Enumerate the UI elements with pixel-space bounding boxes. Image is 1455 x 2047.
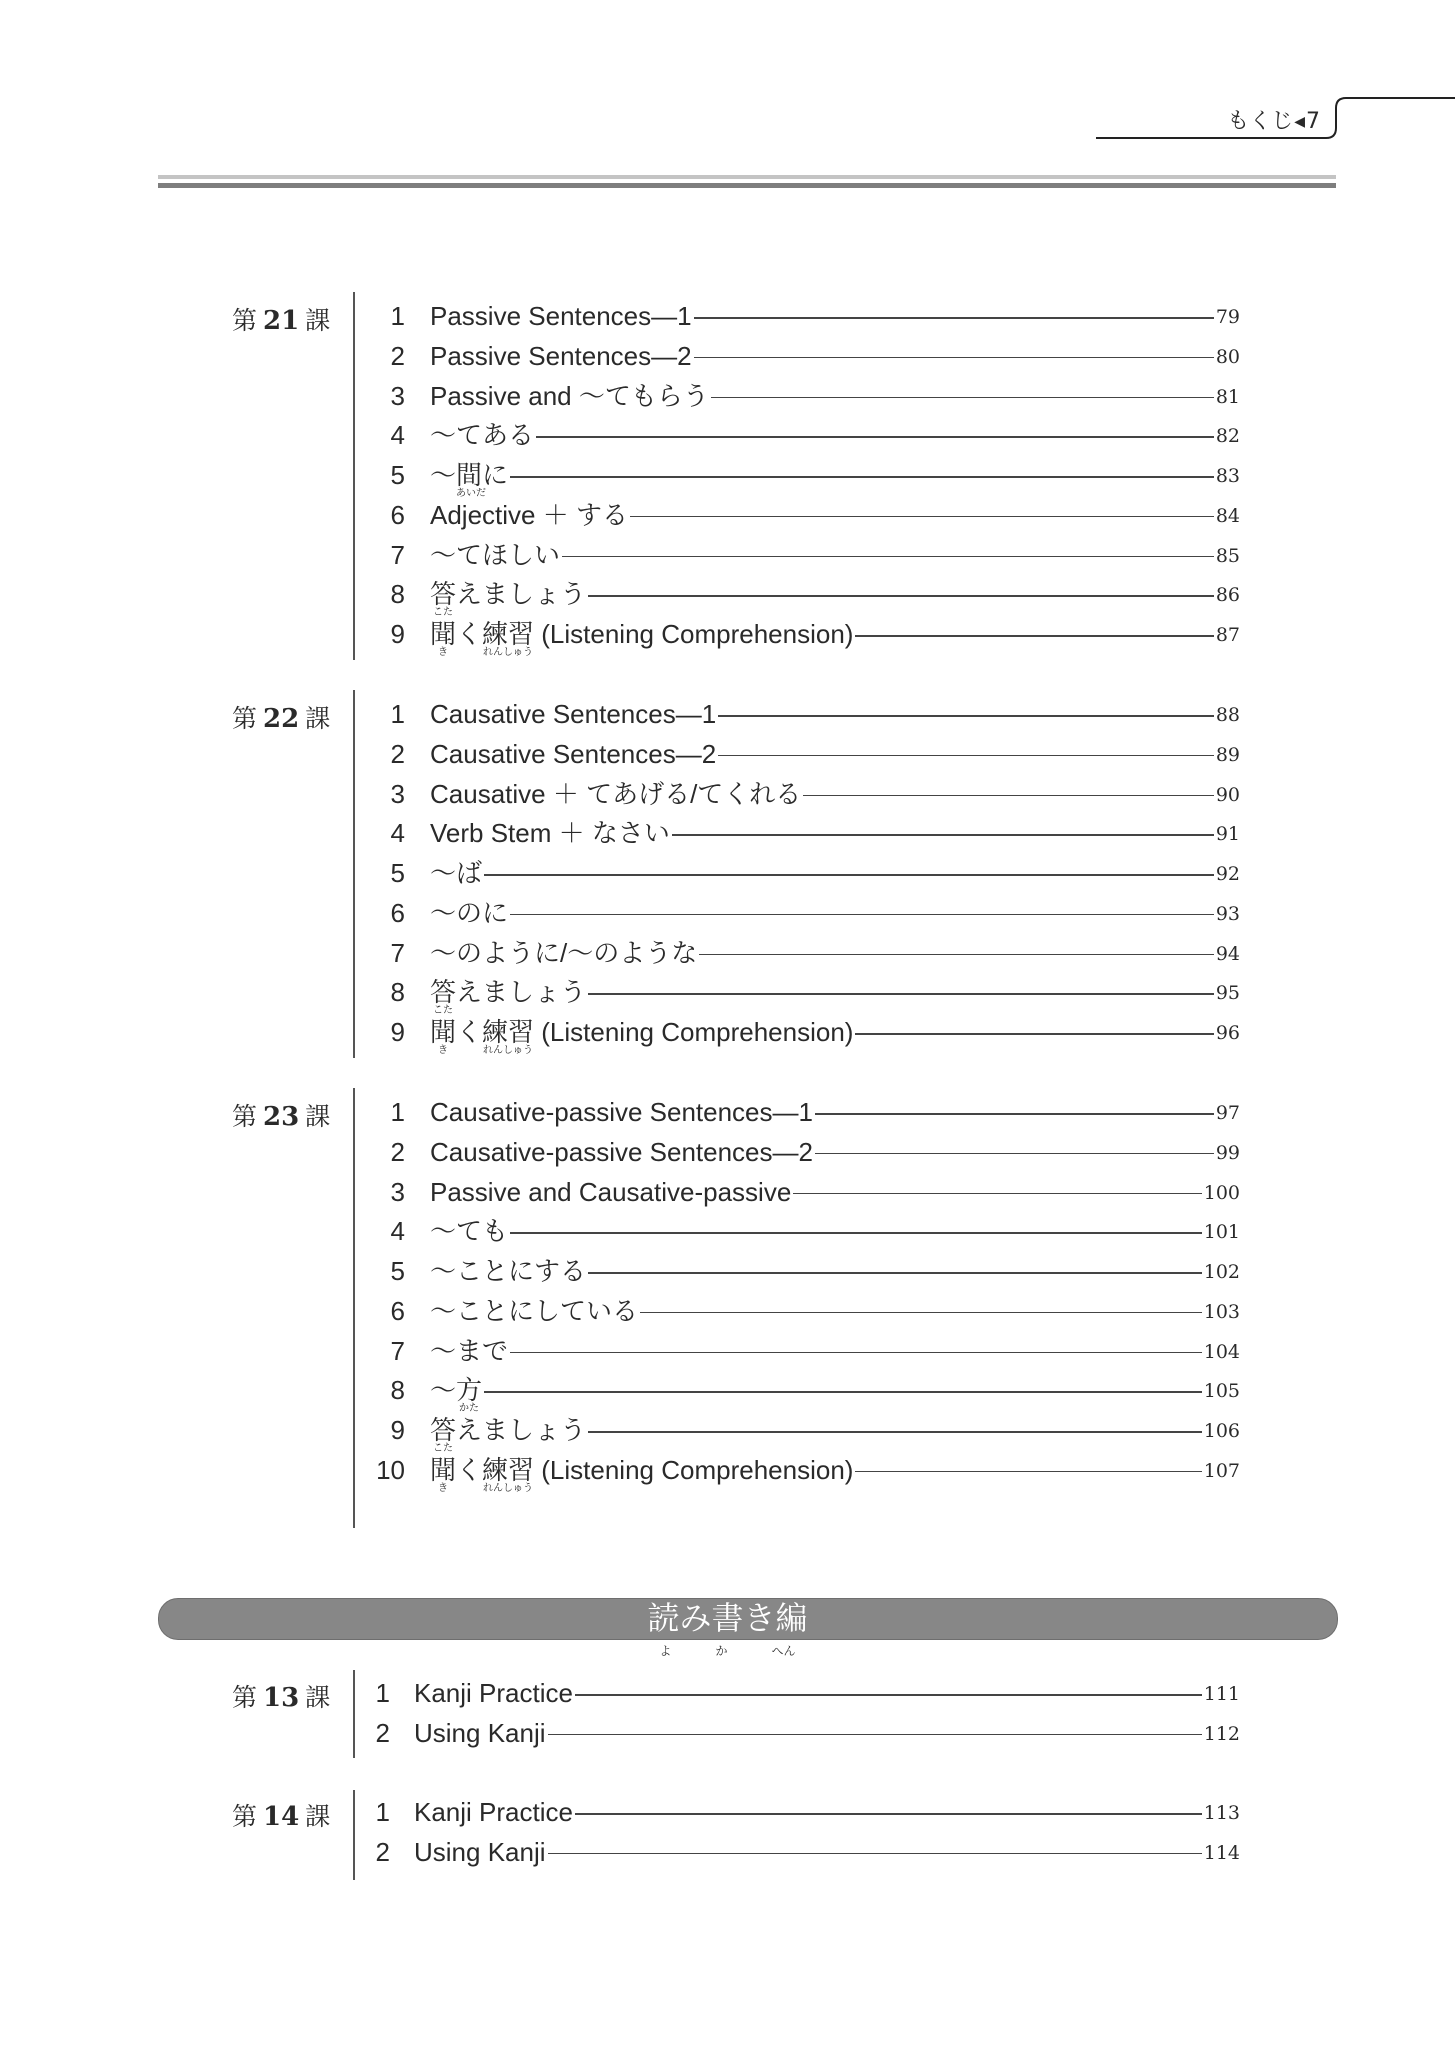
toc-entry[interactable] (0, 817, 1240, 853)
entry-title-suffix: えましょう (456, 1415, 587, 1445)
entry-page-number: 81 (1215, 385, 1240, 408)
ruby-kanji (430, 1454, 457, 1494)
banner-ruby (0, 1642, 1455, 1659)
running-header (1220, 104, 1320, 135)
entry-number: 10 (376, 1454, 405, 1485)
entry-number: 5 (390, 858, 405, 888)
leader-line (430, 1352, 1240, 1354)
furigana: こた (433, 607, 453, 619)
entry-title[interactable]: Causative Sentences—1 (430, 699, 717, 729)
lesson-prefix: 第 (232, 306, 258, 335)
entry-page-number: 105 (1203, 1380, 1240, 1403)
entry-title[interactable]: ～ことにする (430, 1256, 587, 1286)
leader-line (430, 874, 1240, 876)
ruby-kanji (456, 459, 487, 499)
lesson-prefix: 第 (232, 704, 258, 733)
entry-page-number: 92 (1215, 863, 1240, 885)
toc-entry[interactable] (0, 1414, 1240, 1454)
entry-page-number: 112 (1203, 1722, 1240, 1745)
entry-title[interactable]: Using Kanji (414, 1717, 546, 1748)
toc-entry[interactable] (0, 1836, 1240, 1872)
toc-entry[interactable] (0, 1677, 1240, 1713)
entry-page-number: 102 (1203, 1261, 1240, 1283)
banner-title: 読み書き編 (647, 1599, 808, 1637)
ruby-kanji (482, 1016, 535, 1056)
entry-page-number: 106 (1203, 1420, 1240, 1442)
ruby-kanji (482, 618, 535, 658)
ruby-kanji (430, 1016, 457, 1056)
entry-number: 5 (390, 460, 405, 490)
entry-title-suffix: に (482, 460, 509, 490)
entry-title[interactable] (430, 1374, 484, 1415)
entry-number: 7 (390, 937, 405, 968)
toc-entry[interactable] (0, 1295, 1240, 1331)
lesson-prefix: 第 (232, 1102, 258, 1131)
toc-entry[interactable] (0, 976, 1240, 1017)
entry-title-suffix: (Listening Comprehension) (534, 1017, 854, 1047)
header-tab-outline (0, 0, 1455, 160)
entry-title[interactable]: Passive Sentences—2 (430, 340, 692, 371)
furigana: れんしゅう (483, 647, 534, 658)
entry-page-number: 103 (1203, 1300, 1240, 1323)
entry-title[interactable]: Adjective ＋ する (430, 499, 628, 530)
entry-number: 2 (390, 1136, 405, 1167)
entry-number: 1 (390, 1097, 405, 1127)
entry-title-prefix: ～ (430, 460, 457, 490)
entry-number: 1 (375, 1797, 390, 1827)
lesson-number: 14 (263, 1802, 300, 1832)
entry-title[interactable]: ～てある (430, 420, 535, 451)
kanji: 答 (430, 579, 457, 610)
lesson-number: 21 (263, 306, 300, 336)
entry-number: 5 (390, 1256, 405, 1286)
lesson-suffix: 課 (305, 1683, 331, 1712)
furigana: こた (433, 1443, 453, 1454)
furigana: こた (433, 1005, 453, 1017)
toc-entry[interactable] (0, 1096, 1240, 1132)
toc-entry[interactable] (0, 499, 1240, 535)
entry-number: 2 (390, 738, 405, 769)
entry-title[interactable]: Passive Sentences—1 (430, 301, 692, 331)
entry-title[interactable] (430, 618, 855, 658)
entry-number: 4 (390, 1216, 405, 1247)
leader-line (430, 1391, 1240, 1393)
entry-title[interactable]: Verb Stem ＋ なさい (430, 818, 670, 849)
entry-title[interactable]: ～のに (430, 897, 509, 928)
toc-entry[interactable] (0, 539, 1240, 575)
entry-page-number: 113 (1203, 1802, 1240, 1824)
toc-entry[interactable] (0, 1717, 1240, 1753)
entry-number: 8 (390, 977, 405, 1008)
lesson-suffix: 課 (305, 704, 331, 733)
entry-number: 3 (390, 778, 405, 809)
leader-line (430, 436, 1240, 438)
entry-number: 4 (390, 818, 405, 849)
entry-page-number: 94 (1215, 942, 1240, 965)
entry-page-number: 93 (1215, 902, 1240, 925)
furigana: れんしゅう (483, 1045, 534, 1056)
entry-page-number: 95 (1215, 982, 1240, 1005)
kanji: 方 (456, 1375, 483, 1406)
banner-ruby-hen: へん (771, 1644, 796, 1658)
lesson-number: 23 (263, 1102, 300, 1132)
lesson-suffix: 課 (305, 306, 331, 335)
header-page-number: 7 (1306, 109, 1320, 134)
entry-page-number: 101 (1203, 1221, 1240, 1244)
entry-title[interactable]: Kanji Practice (414, 1797, 573, 1827)
entry-number: 6 (390, 1295, 405, 1326)
lesson-suffix: 課 (305, 1802, 331, 1831)
entry-number: 7 (390, 539, 405, 570)
kanji: 聞 (430, 619, 457, 649)
entry-number: 1 (390, 699, 405, 729)
ruby-kanji (430, 618, 457, 658)
entry-title[interactable] (430, 1414, 588, 1454)
entry-number: 2 (390, 340, 405, 371)
kanji: 練習 (482, 1017, 535, 1047)
entry-number: 1 (390, 301, 405, 331)
entry-title[interactable]: Kanji Practice (414, 1678, 573, 1708)
banner-ruby-yo: よ (659, 1644, 672, 1658)
toc-entry[interactable] (0, 698, 1240, 734)
toc-entry[interactable] (0, 937, 1240, 973)
lesson-prefix: 第 (232, 1683, 258, 1712)
toc-entry[interactable] (0, 738, 1240, 774)
toc-entry[interactable] (0, 857, 1240, 893)
leader-line (430, 914, 1240, 916)
furigana: かた (459, 1403, 480, 1415)
entry-number: 3 (390, 1176, 405, 1207)
toc-entry[interactable] (0, 897, 1240, 933)
entry-page-number: 91 (1215, 823, 1240, 846)
entry-page-number: 89 (1215, 743, 1240, 766)
entry-number: 3 (390, 380, 405, 411)
furigana: き (438, 1045, 448, 1056)
entry-number: 8 (390, 579, 405, 610)
toc-entry[interactable] (0, 1255, 1240, 1291)
toc-entry[interactable] (0, 300, 1240, 336)
entry-page-number: 107 (1203, 1459, 1240, 1482)
header-rule-dark (158, 183, 1336, 188)
entry-page-number: 87 (1215, 624, 1240, 646)
entry-title[interactable]: ～のように/～のような (430, 937, 698, 968)
entry-title[interactable]: ～ば (430, 858, 483, 888)
entry-page-number: 90 (1215, 783, 1240, 806)
entry-page-number: 82 (1215, 425, 1240, 448)
toc-entry[interactable] (0, 1454, 1240, 1494)
entry-number: 7 (390, 1335, 405, 1366)
furigana: れんしゅう (483, 1482, 534, 1494)
kanji: 答 (430, 1415, 457, 1445)
entry-title[interactable] (430, 578, 588, 619)
entry-number: 1 (375, 1678, 390, 1708)
toc-entry[interactable] (0, 1176, 1240, 1212)
entry-title[interactable]: ～まで (430, 1335, 509, 1366)
entry-page-number: 99 (1215, 1141, 1240, 1164)
entry-page-number: 88 (1215, 704, 1240, 726)
furigana: き (438, 1482, 448, 1494)
lesson-number: 22 (263, 704, 300, 734)
entry-title[interactable] (430, 459, 510, 499)
entry-title-mid: く (456, 1454, 483, 1485)
ruby-kanji (456, 1374, 483, 1415)
entry-title-mid: く (456, 619, 483, 649)
entry-number: 2 (375, 1836, 390, 1867)
entry-page-number: 83 (1215, 465, 1240, 487)
entry-page-number: 84 (1215, 504, 1240, 527)
entry-title[interactable]: Causative ＋ てあげる/てくれる (430, 778, 802, 809)
ruby-kanji (430, 976, 457, 1017)
toc-entry[interactable] (0, 778, 1240, 814)
toc-entry[interactable] (0, 1796, 1240, 1832)
entry-title-suffix: (Listening Comprehension) (534, 1454, 854, 1485)
kanji: 聞 (430, 1017, 457, 1047)
entry-title[interactable]: Causative Sentences—2 (430, 738, 717, 769)
toc-entry[interactable] (0, 340, 1240, 376)
entry-number: 2 (375, 1717, 390, 1748)
toc-entry[interactable] (0, 419, 1240, 455)
entry-title-suffix: えましょう (456, 977, 587, 1008)
leader-line (430, 476, 1240, 478)
toc-entry[interactable] (0, 1016, 1240, 1056)
entry-title[interactable] (430, 976, 588, 1017)
toc-entry[interactable] (0, 459, 1240, 499)
banner-ruby-ka: か (715, 1644, 728, 1658)
entry-title-mid: く (456, 1017, 483, 1047)
toc-entry[interactable] (0, 578, 1240, 619)
entry-title[interactable] (430, 1454, 855, 1494)
entry-title[interactable]: ～ことにしている (430, 1295, 639, 1326)
entry-title[interactable]: Passive and ～てもらう (430, 380, 709, 411)
ruby-kanji (482, 1454, 535, 1494)
entry-page-number: 97 (1215, 1102, 1240, 1124)
toc-entry[interactable] (0, 380, 1240, 416)
entry-number: 8 (390, 1375, 405, 1406)
entry-title-suffix: えましょう (456, 579, 587, 610)
entry-page-number: 111 (1203, 1683, 1240, 1705)
kanji: 間 (456, 460, 483, 490)
entry-title[interactable]: Passive and Causative-passive (430, 1176, 792, 1207)
entry-page-number: 79 (1215, 306, 1240, 328)
entry-title[interactable]: Causative-passive Sentences—2 (430, 1136, 813, 1167)
furigana: き (438, 647, 448, 658)
entry-number: 4 (390, 420, 405, 451)
entry-page-number: 104 (1203, 1340, 1240, 1363)
furigana: あいだ (456, 488, 487, 499)
entry-title[interactable]: ～てほしい (430, 539, 561, 570)
toc-entry[interactable] (0, 1215, 1240, 1251)
entry-page-number: 96 (1215, 1022, 1240, 1044)
entry-title[interactable]: Causative-passive Sentences—1 (430, 1097, 813, 1127)
kanji: 練習 (482, 1454, 535, 1485)
entry-title[interactable]: Using Kanji (414, 1836, 546, 1867)
entry-title-prefix: ～ (430, 1375, 457, 1406)
lesson-prefix: 第 (232, 1802, 258, 1831)
left-triangle-icon: ◀ (1294, 114, 1305, 130)
kanji: 練習 (482, 619, 535, 649)
ruby-kanji (430, 1414, 457, 1454)
toc-entry[interactable] (0, 1136, 1240, 1172)
entry-page-number: 86 (1215, 584, 1240, 607)
kanji: 聞 (430, 1454, 457, 1485)
kanji: 答 (430, 977, 457, 1008)
entry-title[interactable] (430, 1016, 855, 1056)
entry-number: 9 (390, 1017, 405, 1047)
entry-number: 9 (390, 1415, 405, 1445)
toc-entry[interactable] (0, 1335, 1240, 1371)
entry-page-number: 80 (1215, 345, 1240, 368)
entry-title-suffix: (Listening Comprehension) (534, 619, 854, 649)
ruby-kanji (430, 578, 457, 619)
toc-entry[interactable] (0, 618, 1240, 658)
leader-line (430, 1232, 1240, 1234)
entry-page-number: 85 (1215, 544, 1240, 567)
toc-entry[interactable] (0, 1374, 1240, 1415)
entry-page-number: 100 (1203, 1181, 1240, 1204)
entry-number: 9 (390, 619, 405, 649)
lesson-number: 13 (263, 1683, 300, 1713)
entry-number: 6 (390, 897, 405, 928)
entry-title[interactable]: ～ても (430, 1216, 509, 1247)
lesson-suffix: 課 (305, 1102, 331, 1131)
header-rule-light (158, 175, 1336, 179)
entry-number: 6 (390, 499, 405, 530)
header-section-label: もくじ (1227, 109, 1294, 134)
entry-page-number: 114 (1203, 1841, 1240, 1864)
